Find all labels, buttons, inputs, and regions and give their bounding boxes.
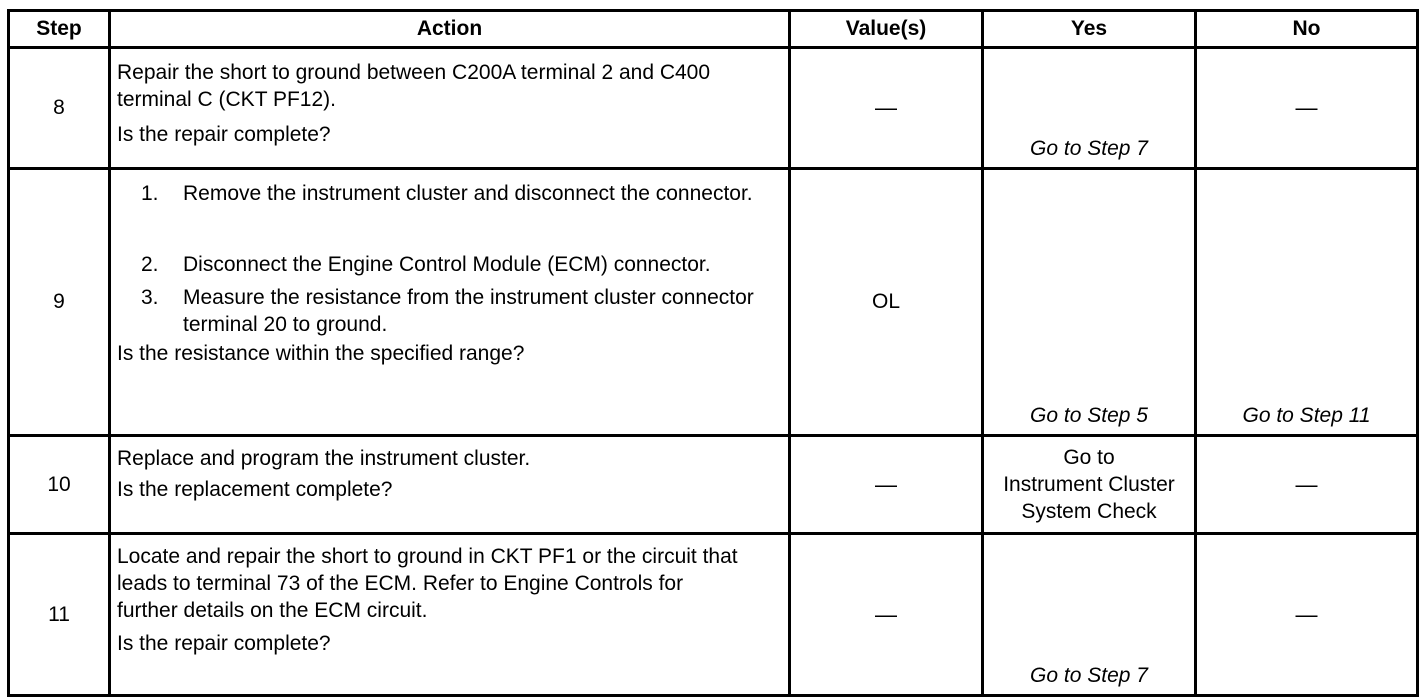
- list-item: 3. Measure the resistance from the instrument cluster connector terminal 20 to ground.: [141, 286, 754, 336]
- action-cell: [110, 436, 790, 534]
- action-step-list: [117, 180, 782, 338]
- action-question: Is the repair complete?: [117, 632, 331, 655]
- action-cell: [110, 48, 790, 169]
- step-number: 10: [9, 436, 110, 534]
- header-step: Step: [9, 11, 110, 48]
- header-yes: Yes: [983, 11, 1196, 48]
- no-cell: —: [1196, 534, 1418, 696]
- no-link[interactable]: Go to Step 11: [1242, 404, 1371, 427]
- no-cell: [1196, 169, 1418, 436]
- yes-cell: [983, 534, 1196, 696]
- step-number: 9: [9, 169, 110, 436]
- action-text: Replace and program the instrument cluster.: [117, 447, 531, 470]
- header-action: Action: [110, 11, 790, 48]
- yes-cell: [983, 169, 1196, 436]
- yes-link-line[interactable]: Go to: [1063, 446, 1115, 469]
- header-no: No: [1196, 11, 1418, 48]
- value-cell: —: [790, 534, 983, 696]
- yes-link-line[interactable]: Instrument Cluster: [1003, 473, 1175, 496]
- yes-cell: [983, 436, 1196, 534]
- value-cell: —: [790, 48, 983, 169]
- list-item: 2. Disconnect the Engine Control Module (ECM) connector.: [141, 253, 711, 276]
- step-number: 8: [9, 48, 110, 169]
- header-values: Value(s): [790, 11, 983, 48]
- action-cell: [110, 169, 790, 436]
- diagnostic-procedure-table: [7, 9, 1419, 697]
- action-cell: [110, 534, 790, 696]
- value-cell: —: [790, 436, 983, 534]
- yes-link[interactable]: Go to Step 7: [1030, 664, 1148, 687]
- action-question: Is the resistance within the specified range?: [117, 342, 525, 365]
- list-item: 1. Remove the instrument cluster and disconnect the connector.: [141, 182, 753, 205]
- table-row-step-9: [9, 169, 1418, 436]
- value-cell: [790, 169, 983, 436]
- step-number: 11: [9, 534, 110, 696]
- value-text: OL: [871, 290, 900, 313]
- table-row-step-11: [9, 534, 1418, 696]
- yes-link[interactable]: Go to Step 5: [1030, 404, 1148, 427]
- no-cell: —: [1196, 48, 1418, 169]
- table-row-step-10: [9, 436, 1418, 534]
- table-row-step-8: [9, 48, 1418, 169]
- table-header-row: [9, 11, 1418, 48]
- action-question: Is the replacement complete?: [117, 478, 393, 501]
- no-cell: —: [1196, 436, 1418, 534]
- action-question: Is the repair complete?: [117, 123, 331, 146]
- yes-link[interactable]: Go to Step 7: [1030, 137, 1148, 160]
- action-text: Locate and repair the short to ground in CKT PF1 or the circuit that leads to terminal 73 of the ECM. Refer to Engine Controls for further details on the ECM circuit.: [117, 545, 738, 622]
- action-text: Repair the short to ground between C200A terminal 2 and C400 terminal C (CKT PF12).: [117, 61, 711, 111]
- yes-cell: [983, 48, 1196, 169]
- yes-link-line[interactable]: System Check: [1021, 500, 1157, 523]
